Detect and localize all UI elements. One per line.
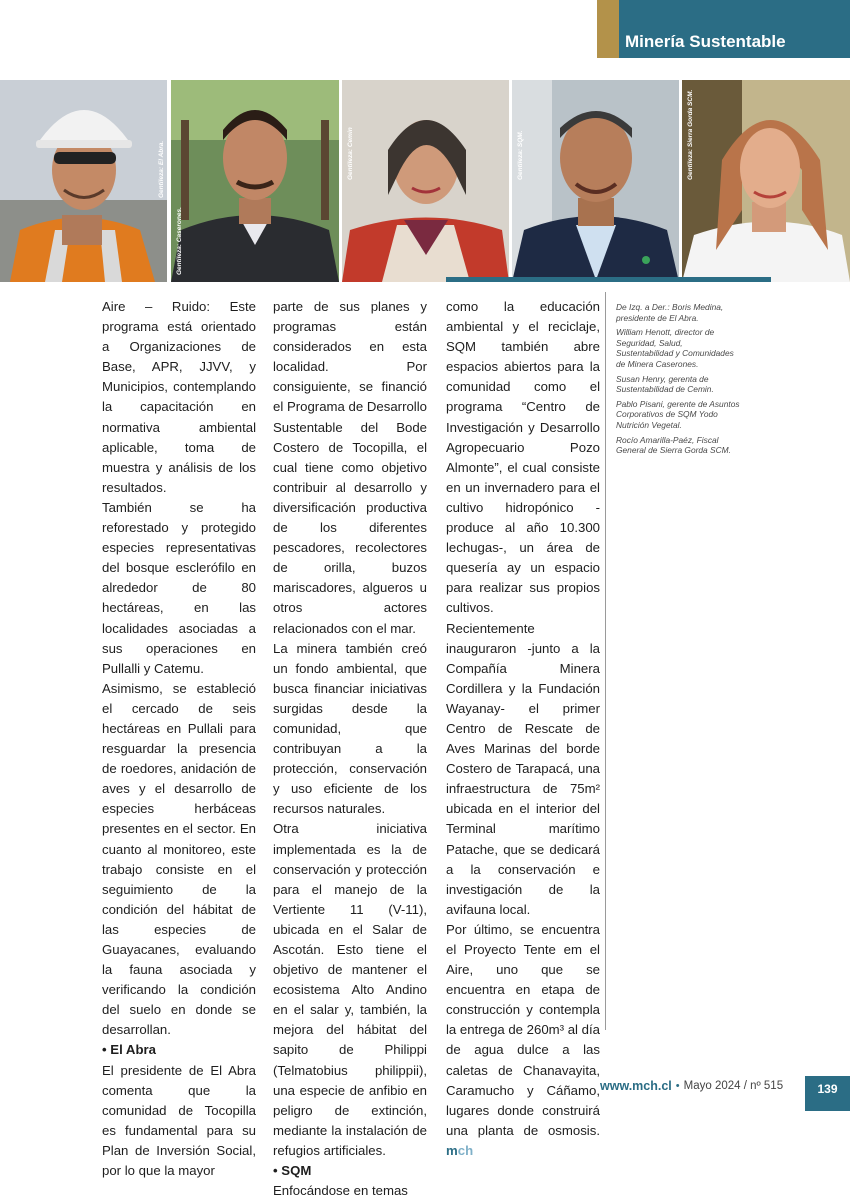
caption: De Izq. a Der.: Boris Medina, presidente de El Abra.: [616, 302, 724, 323]
issue-info: Mayo 2024 / nº 515: [683, 1080, 784, 1092]
photo-el-abra: [0, 80, 167, 282]
paragraph: La minera también creó un fondo ambiental, que busca financiar iniciativas surgidas desde la comunidad, que contribuyan a la protección, conservación y uso eficiente de los recursos naturales.: [273, 640, 427, 817]
paragraph: Recientemente inauguraron -junto a la Compañía Minera Cordillera y la Fundación Wayanay- el primer Centro de Rescate de Aves Marinas del borde Costero de Tarapacá, una infraestructura de 75m² ubicada en el interior del Terminal marítimo Patache, que se dedicará a la conservación e investigación de la avifauna local.: [446, 620, 600, 917]
photo-credit: Gentileza: El Abra.: [158, 140, 165, 198]
photo-caserones: [171, 80, 339, 282]
paragraph-text: Por último, se encuentra el Proyecto Tente em el Aire, uno que se encuentra en etapa de construcción y contempla la entrega de 260m³ al día de agua dulce a las caletas de Chanavayita, Caramucho y Cáñamo, lugares donde construirá una planta de osmosis.: [446, 921, 600, 1138]
photo-credit: Gentileza: Sierra Gorda SCM.: [687, 89, 694, 180]
paragraph: El presidente de El Abra comenta que la comunidad de Tocopilla es fundamental para su Plan de Inversión Social, por lo que la mayor: [102, 1062, 256, 1179]
website-link[interactable]: www.mch.cl: [600, 1079, 672, 1093]
photo-sqm: [512, 80, 679, 282]
paragraph: parte de sus planes y programas están considerados en esta localidad. Por consiguiente, se financió el Programa de Desarrollo Sustentable del Bode Costero de Tocopilla, el cual tiene como objetivo contribuir al desarrollo y diversificación productiva de los diferentes pescadores, recolectores de orilla, buzos mariscadores, algueros u otros actores relacionados con el mar.: [273, 299, 427, 636]
photo-underline-bar: [446, 277, 771, 282]
paragraph: Otra iniciativa implementada es la de conservación y protección para el manejo de la Vertiente 11 (V-11), ubicada en el Salar de Ascotán. Esto tiene el objetivo de mantener el ecosistema Alto Andino en el salar y, también, la mejora del hábitat del sapito de Philippi (Telmatobius philippii), una especie de anfibio en peligro de extinción, mediante la instalación de refugios artificiales.: [273, 821, 427, 1158]
column-divider: [605, 292, 606, 1030]
article-column-1: [102, 297, 256, 1181]
photo-credit: Gentileza: SQM.: [517, 130, 524, 180]
paragraph: como la educación ambiental y el reciclaje, SQM también abre espacios abiertos para la comunidad como el programa “Centro de Investigación y Desarrollo Agropecuario Pozo Almonte”, el cual consiste en un invernadero para el cultivo hidropónico -produce al año 10.300 lechugas-, un área de quesería ay un espacio para realizar sus propios cultivos.: [446, 299, 600, 616]
caption: Susan Henry, gerenta de Sustentabilidad de Cemin.: [616, 373, 714, 395]
caption: Pablo Pisani, gerente de Asuntos Corporativos de SQM Yodo Nutrición Vegetal.: [616, 398, 740, 430]
section-accent-bar: [597, 0, 619, 58]
section-title: Minería Sustentable: [625, 32, 786, 51]
subheading-el-abra: • El Abra: [102, 1042, 156, 1058]
subheading-sqm: • SQM: [273, 1163, 312, 1179]
paragraph: Aire – Ruido: Este programa está orientado a Organizaciones de Base, APR, JJVV, y Municipios, contemplando la capacitación en normativa ambiental aplicable, toma de muestra y análisis de los resultados.: [102, 299, 256, 495]
photo-credit: Gentileza: Cemin: [347, 127, 354, 180]
page-number: 139: [805, 1076, 850, 1111]
photo-sierra-gorda: [682, 80, 850, 282]
mch-end-logo: mch: [446, 1142, 474, 1158]
section-header: [597, 0, 850, 58]
photo-credit: Gentileza: Caserones.: [176, 207, 183, 275]
photo-strip: [0, 80, 850, 282]
paragraph: Enfocándose en temas: [273, 1183, 408, 1199]
photo-captions: [616, 302, 741, 460]
photo-cemin: [342, 80, 509, 282]
article-column-3: [446, 297, 600, 1161]
paragraph: [446, 920, 600, 1161]
paragraph: También se ha reforestado y protegido especies representativas del bosque esclerófilo en alrededor de 80 hectáreas, en las localidades asociadas a sus operaciones en Pullalli y Catemu.: [102, 499, 256, 676]
article-column-2: [273, 297, 427, 1201]
caption: William Henott, director de Seguridad, Salud, Sustentabilidad y Comunidades de Minera Caserones.: [616, 327, 734, 369]
caption: Rocío Amarilla-Paéz, Fiscal General de Sierra Gorda SCM.: [616, 434, 731, 456]
page-footer: [600, 1076, 783, 1096]
footer-separator: •: [675, 1080, 680, 1092]
paragraph: Asimismo, se estableció el cercado de seis hectáreas en Pullali para resguardar la presencia de roedores, anidación de aves y el desarrollo de especies herbáceas presentes en el sector. En cuanto al monitoreo, este trabajo consiste en el seguimiento de la condición del hábitat de las especies de Guayacanes, evaluando la fauna asociada y verificando la condición del suelo en donde se desarrollan.: [102, 680, 256, 1038]
